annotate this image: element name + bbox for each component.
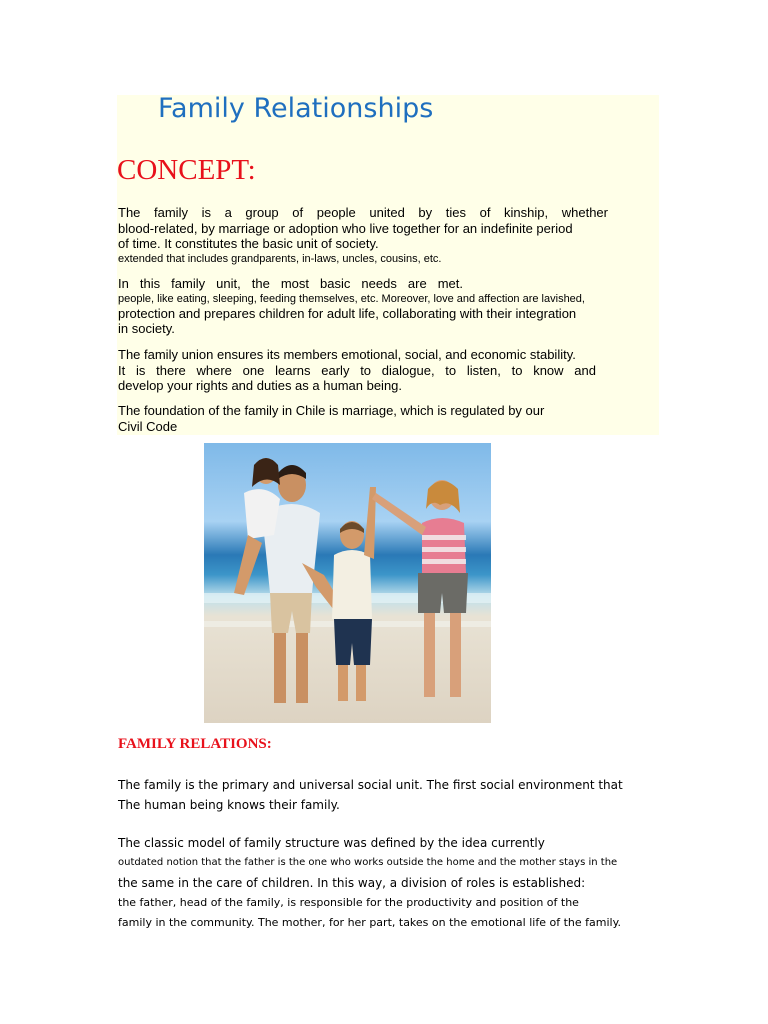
- text-line: the same in the care of children. In this way, a division of roles is established:: [118, 876, 586, 890]
- relations-paragraph: [118, 775, 623, 815]
- text-line: the father, head of the family, is responsible for the productivity and position of the: [118, 896, 579, 909]
- text-line: in society.: [118, 321, 175, 336]
- text-line: develop your rights and duties as a human being.: [118, 378, 403, 393]
- relations-paragraph: [118, 833, 621, 933]
- text-line: The family union ensures its members emotional, social, and economic stability.: [118, 347, 576, 362]
- text-line: It is there where one learns early to dialogue, to listen, to know and: [118, 362, 596, 378]
- concept-heading: CONCEPT:: [117, 154, 256, 186]
- text-line: Civil Code: [118, 418, 178, 434]
- concept-paragraph: [118, 403, 608, 434]
- concept-paragraph: [118, 205, 608, 266]
- text-line: In this family unit, the most basic needs are met.: [118, 276, 463, 291]
- page-title: Family Relationships: [158, 93, 434, 124]
- text-line: The classic model of family structure was defined by the idea currently: [118, 836, 545, 850]
- text-line: The family is a group of people united by ties of kinship, whether: [118, 205, 608, 220]
- concept-paragraph: [118, 276, 608, 337]
- text-line: The human being knows their family.: [118, 798, 340, 812]
- text-line: people, like eating, sleeping, feeding themselves, etc. Moreover, love and affection are lavished,: [118, 292, 585, 305]
- text-line: outdated notion that the father is the one who works outside the home and the mother stays in the: [118, 857, 618, 868]
- text-line: The family is the primary and universal social unit. The first social environment that: [118, 778, 623, 792]
- family-beach-photo-icon: [204, 443, 491, 723]
- concept-paragraph: [118, 347, 608, 394]
- family-beach-photo: [204, 443, 491, 723]
- text-line: protection and prepares children for adult life, collaborating with their integration: [118, 305, 577, 321]
- text-line: The foundation of the family in Chile is marriage, which is regulated by our: [118, 403, 545, 418]
- text-line: extended that includes grandparents, in-laws, uncles, cousins, etc.: [118, 252, 442, 265]
- text-line: family in the community. The mother, for her part, takes on the emotional life of the family.: [118, 916, 622, 929]
- family-relations-heading: FAMILY RELATIONS:: [118, 736, 272, 752]
- text-line: blood-related, by marriage or adoption who live together for an indefinite period: [118, 220, 573, 236]
- text-line: of time. It constitutes the basic unit of society.: [118, 236, 379, 251]
